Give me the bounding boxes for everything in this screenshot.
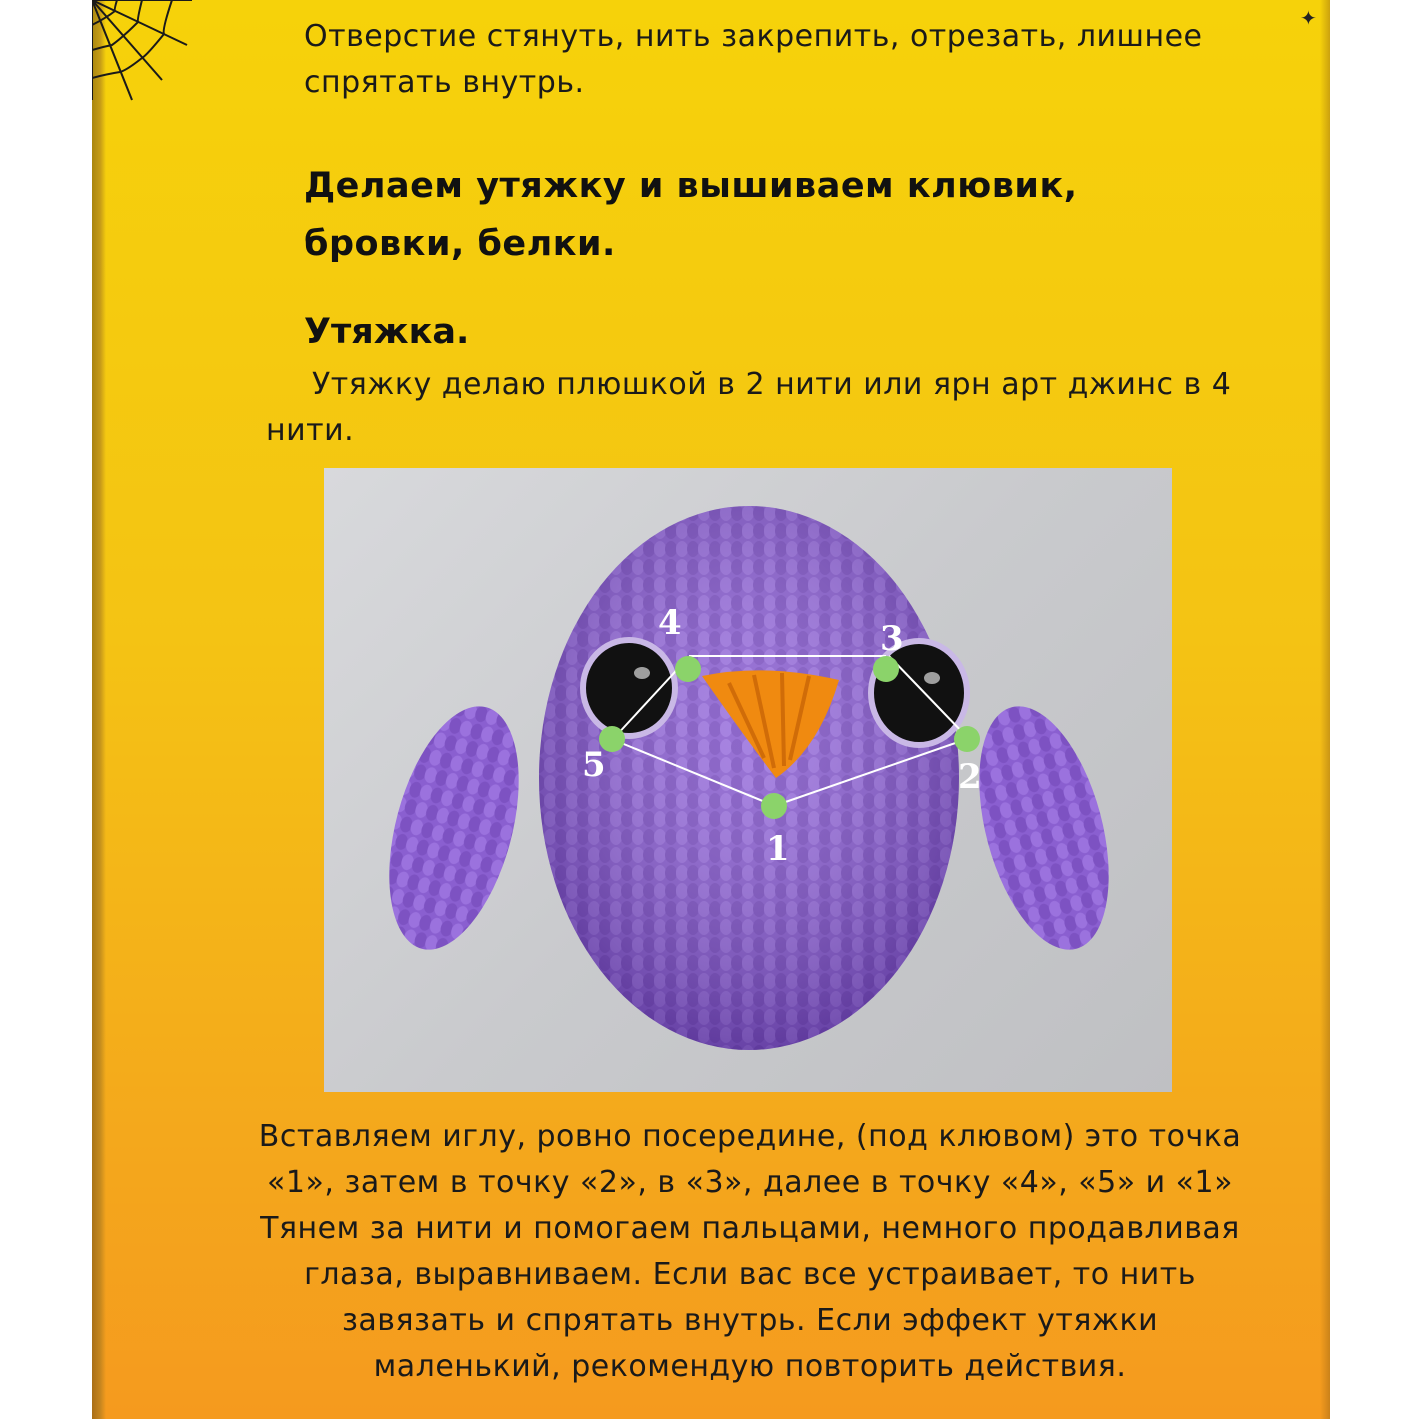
left-wing <box>366 692 543 964</box>
point-3 <box>873 656 899 682</box>
spider-web-icon <box>92 0 202 110</box>
instructions-paragraph: Вставляем иглу, ровно посередине, (под клювом) это точка «1», затем в точку «2», в «3», далее в точку «4», «5» и «1» Тянем за нити и помогаем пальцами, немного продавливая глаза, выравниваем. Если вас все устраивает, то нить завязать и спрятать внутрь. Если эффект утяжки маленький, рекомендую повторить действия. <box>258 1119 1242 1384</box>
point-4 <box>675 656 701 682</box>
label-3: 3 <box>880 619 904 659</box>
label-4: 4 <box>658 603 682 643</box>
section-heading: Утяжка. <box>304 312 470 352</box>
label-5: 5 <box>582 745 606 785</box>
method-paragraph: Утяжку делаю плюшкой в 2 нити или ярн арт джинс в 4 нити. <box>266 367 1232 448</box>
decoration-icon: ✦ <box>1300 6 1317 30</box>
crochet-bird-photo <box>324 468 1172 1092</box>
point-2 <box>954 726 980 752</box>
label-2: 2 <box>958 757 982 797</box>
intro-paragraph: Отверстие стянуть, нить закрепить, отрезать, лишнее спрятать внутрь. <box>304 19 1203 100</box>
label-1: 1 <box>766 829 790 869</box>
main-heading: Делаем утяжку и вышиваем клювик, бровки, белки. <box>304 166 1078 264</box>
point-1 <box>761 793 787 819</box>
right-wing <box>956 692 1133 964</box>
